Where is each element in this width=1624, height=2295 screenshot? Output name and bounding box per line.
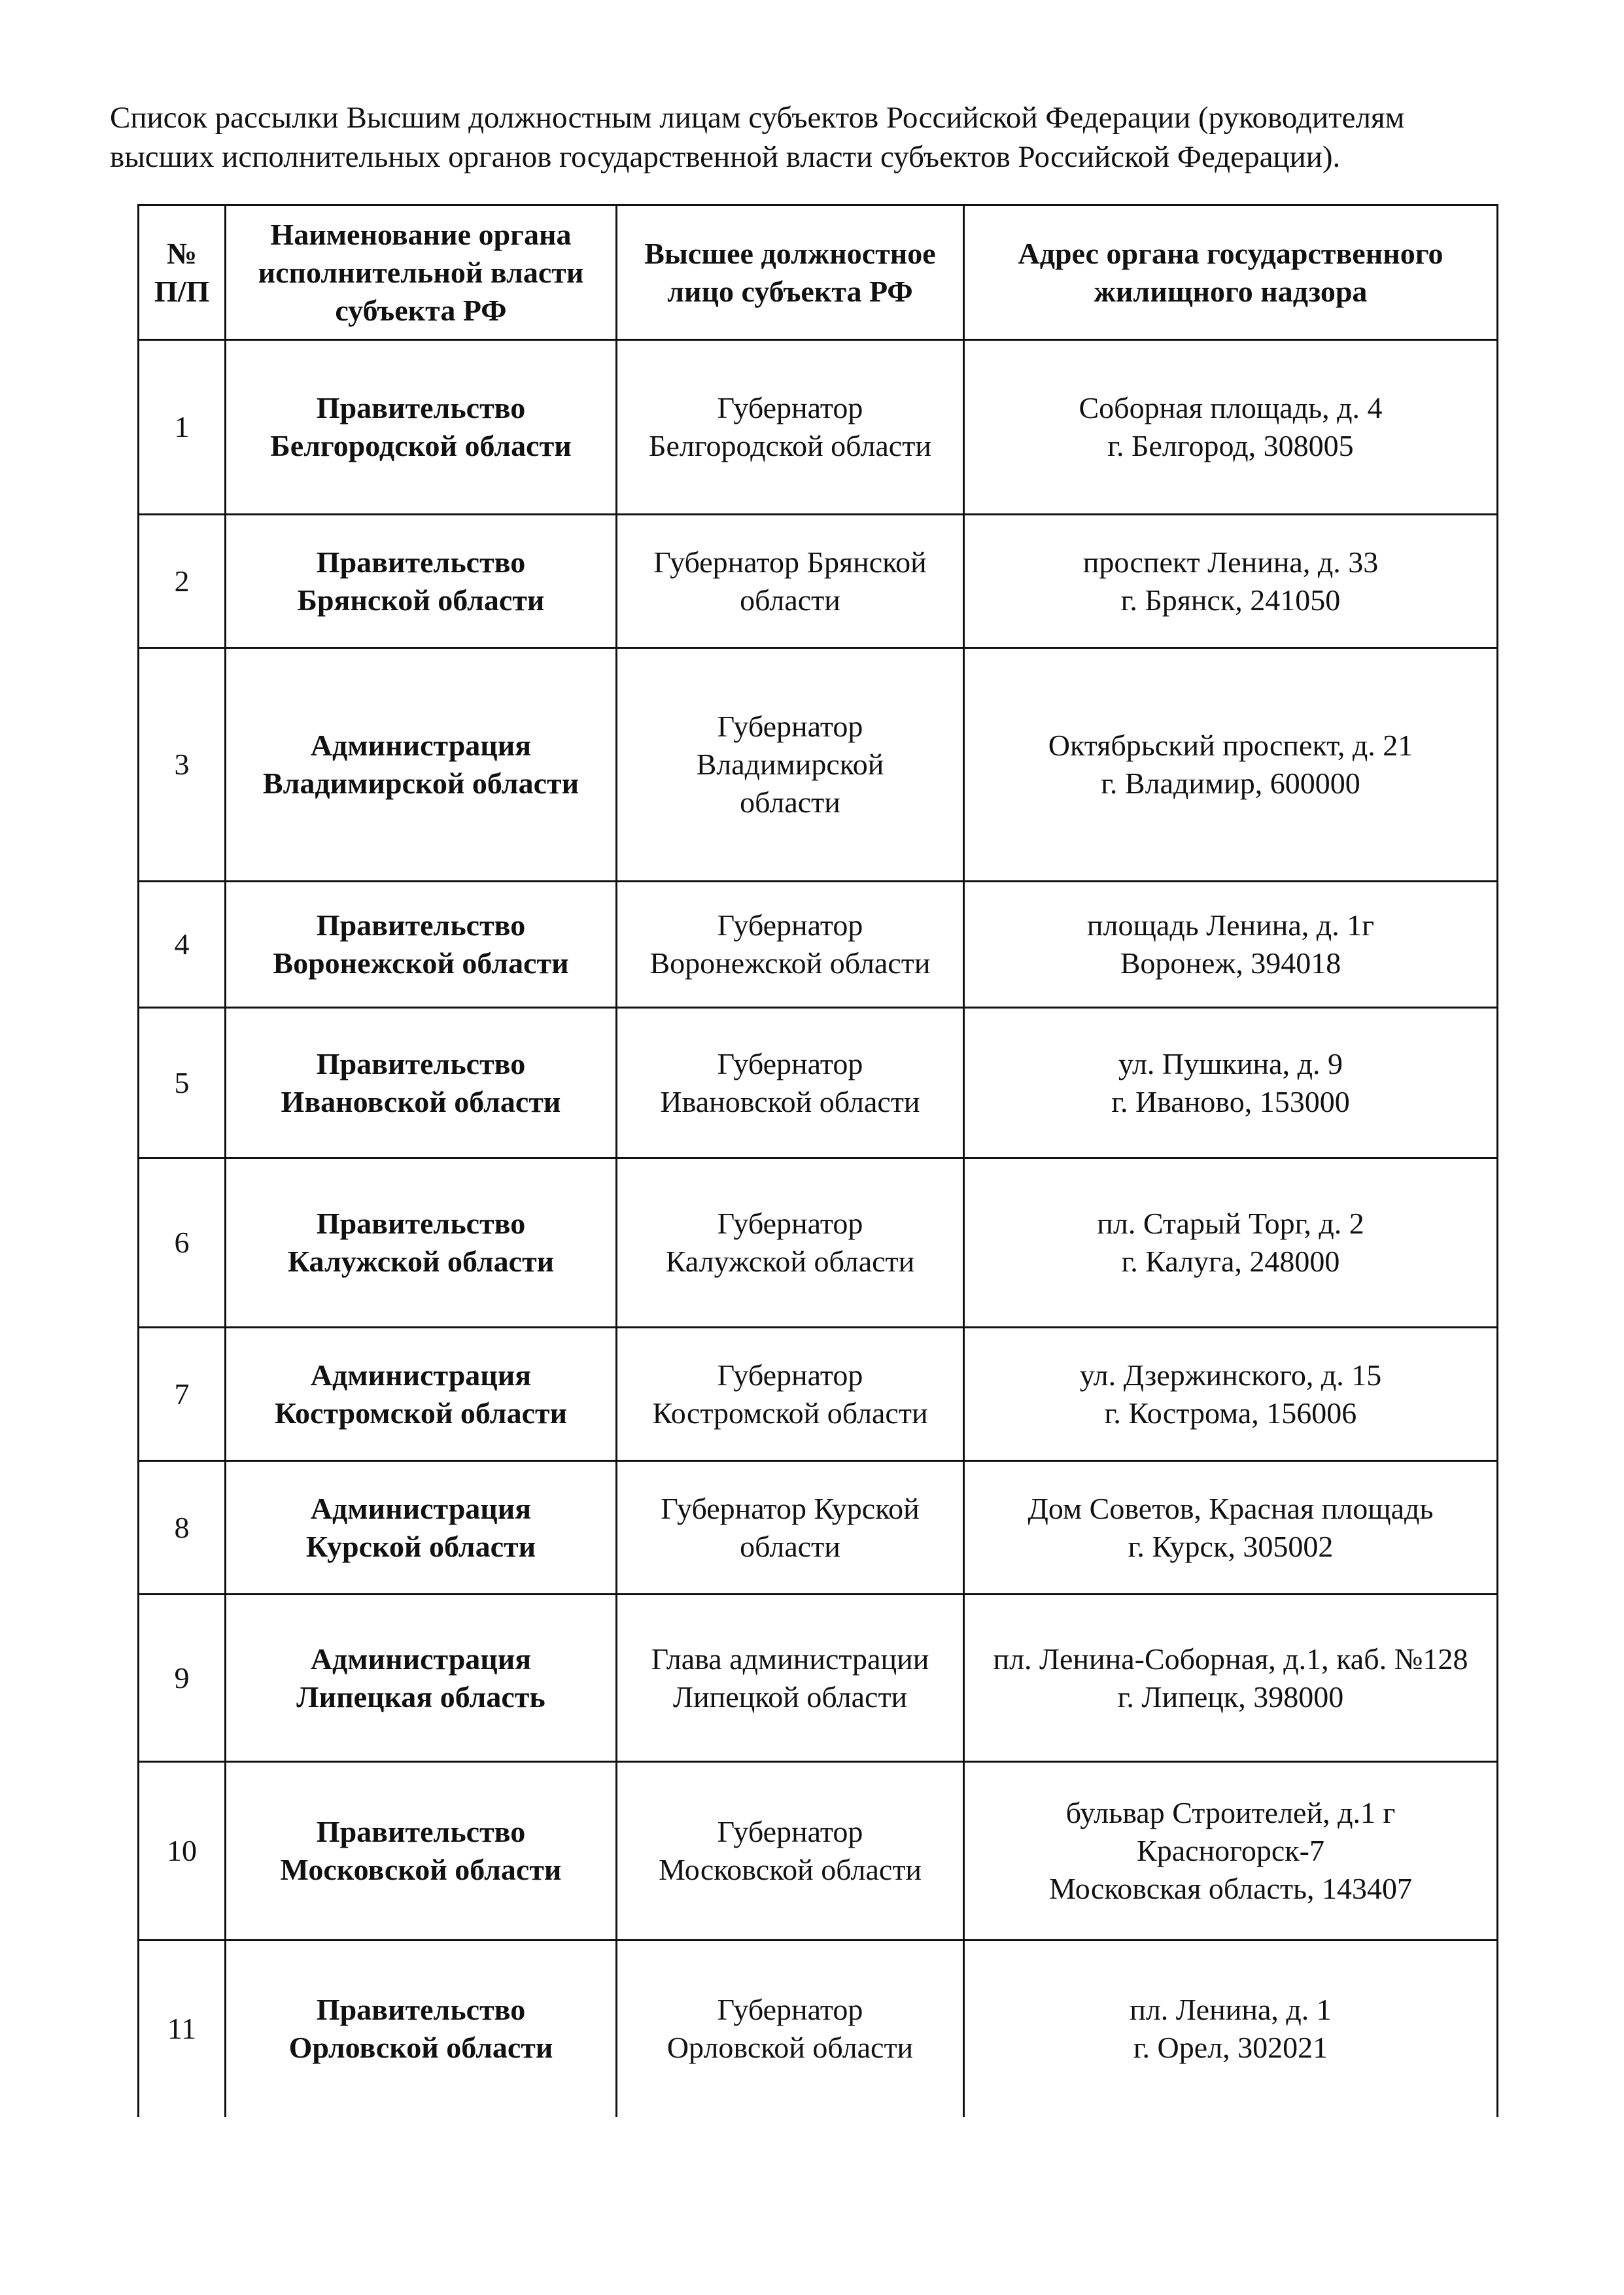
official-title: Губернатор Воронежской области <box>617 882 964 1008</box>
row-num: 1 <box>139 340 226 515</box>
organ-name: Администрация Курской области <box>226 1461 617 1595</box>
table-row <box>139 1158 1498 1328</box>
header-num: № П/П <box>139 205 226 340</box>
row-num: 2 <box>139 515 226 648</box>
organ-name: Правительство Орловской области <box>226 1941 617 2117</box>
official-title: Губернатор Курской области <box>617 1461 964 1595</box>
organ-address: ул. Пушкина, д. 9 г. Иваново, 153000 <box>964 1008 1498 1158</box>
header-organ: Наименование органа исполнительной власти субъекта РФ <box>226 205 617 340</box>
organ-name: Правительство Калужской области <box>226 1158 617 1328</box>
table-row <box>139 882 1498 1008</box>
row-num: 10 <box>139 1762 226 1941</box>
official-title: Губернатор Ивановской области <box>617 1008 964 1158</box>
table-header-row <box>139 205 1498 340</box>
table-row <box>139 1762 1498 1941</box>
row-num: 6 <box>139 1158 226 1328</box>
official-title: Губернатор Брянской области <box>617 515 964 648</box>
organ-address: пл. Ленина, д. 1 г. Орел, 302021 <box>964 1941 1498 2117</box>
header-official: Высшее должностное лицо субъекта РФ <box>617 205 964 340</box>
organ-address: площадь Ленина, д. 1г Воронеж, 394018 <box>964 882 1498 1008</box>
organ-name: Администрация Липецкая область <box>226 1595 617 1762</box>
table-row <box>139 1595 1498 1762</box>
official-title: Губернатор Белгородской области <box>617 340 964 515</box>
organ-address: Дом Советов, Красная площадь г. Курск, 305002 <box>964 1461 1498 1595</box>
row-num: 8 <box>139 1461 226 1595</box>
official-title: Глава администрации Липецкой области <box>617 1595 964 1762</box>
row-num: 7 <box>139 1328 226 1461</box>
row-num: 4 <box>139 882 226 1008</box>
official-title: Губернатор Московской области <box>617 1762 964 1941</box>
organ-address: пл. Старый Торг, д. 2 г. Калуга, 248000 <box>964 1158 1498 1328</box>
organ-name: Правительство Брянской области <box>226 515 617 648</box>
intro-line: высших исполнительных органов государственной власти субъектов Российской Федерации). <box>110 140 1341 174</box>
header-address: Адрес органа государственного жилищного надзора <box>964 205 1498 340</box>
organ-address: ул. Дзержинского, д. 15 г. Кострома, 156006 <box>964 1328 1498 1461</box>
table-row <box>139 1941 1498 2117</box>
table-row <box>139 1461 1498 1595</box>
organ-name: Правительство Московской области <box>226 1762 617 1941</box>
table-row <box>139 515 1498 648</box>
table-row <box>139 648 1498 882</box>
organ-address: Соборная площадь, д. 4 г. Белгород, 308005 <box>964 340 1498 515</box>
table-row <box>139 340 1498 515</box>
intro-line: Список рассылки Высшим должностным лицам субъектов Российской Федерации (руководителям <box>110 101 1405 135</box>
official-title: Губернатор Калужской области <box>617 1158 964 1328</box>
row-num: 9 <box>139 1595 226 1762</box>
organ-address: Октябрьский проспект, д. 21 г. Владимир, 600000 <box>964 648 1498 882</box>
organ-address: пл. Ленина-Соборная, д.1, каб. №128 г. Липецк, 398000 <box>964 1595 1498 1762</box>
row-num: 3 <box>139 648 226 882</box>
official-title: Губернатор Орловской области <box>617 1941 964 2117</box>
row-num: 5 <box>139 1008 226 1158</box>
mailing-list-table <box>137 204 1498 2117</box>
organ-name: Администрация Костромской области <box>226 1328 617 1461</box>
table-row <box>139 1008 1498 1158</box>
organ-name: Правительство Ивановской области <box>226 1008 617 1158</box>
organ-name: Правительство Воронежской области <box>226 882 617 1008</box>
row-num: 11 <box>139 1941 226 2117</box>
organ-address: проспект Ленина, д. 33 г. Брянск, 241050 <box>964 515 1498 648</box>
organ-name: Правительство Белгородской области <box>226 340 617 515</box>
document-intro <box>110 98 1516 177</box>
official-title: Губернатор Костромской области <box>617 1328 964 1461</box>
official-title: Губернатор Владимирской области <box>617 648 964 882</box>
organ-address: бульвар Строителей, д.1 г Красногорск-7 Московская область, 143407 <box>964 1762 1498 1941</box>
table-row <box>139 1328 1498 1461</box>
organ-name: Администрация Владимирской области <box>226 648 617 882</box>
